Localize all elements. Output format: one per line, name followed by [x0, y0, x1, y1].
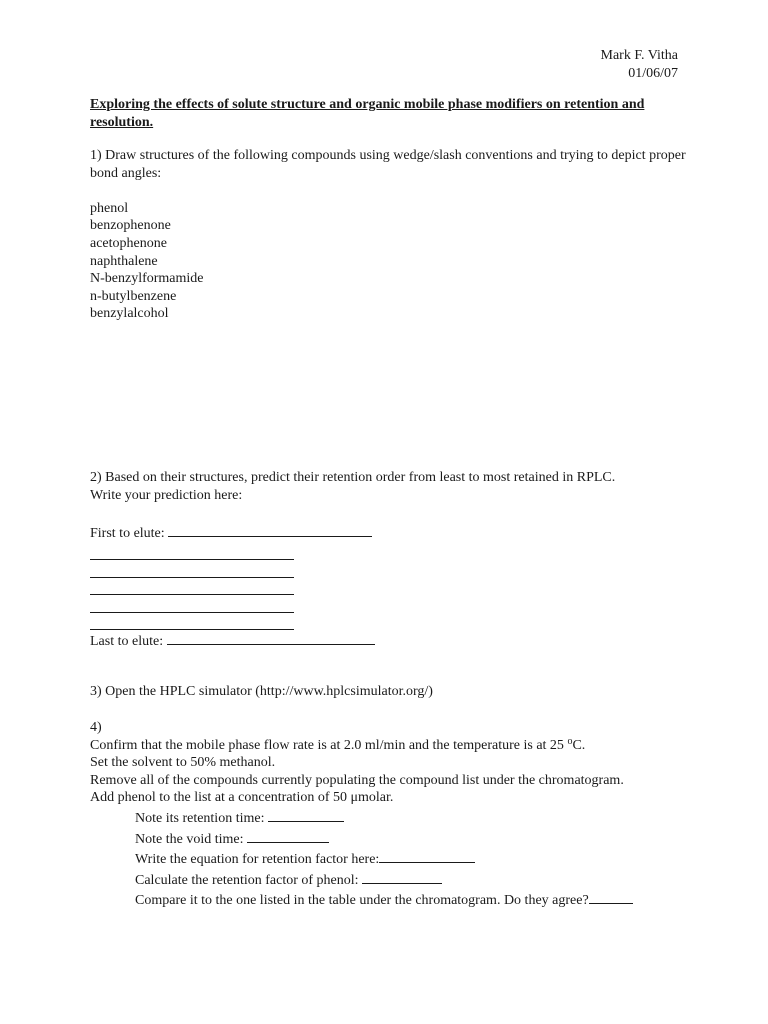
retention-time-row [135, 807, 690, 828]
question-4-subtasks [90, 807, 690, 910]
question-4-number: 4) [90, 720, 102, 735]
last-to-elute-blank[interactable] [167, 630, 375, 645]
question-2 [90, 469, 690, 651]
question-2-line-1: 2) Based on their structures, predict their retention order from least to most retained in RPLC. [90, 470, 616, 485]
calculate-blank[interactable] [362, 869, 442, 884]
answer-blank[interactable] [90, 578, 294, 596]
list-item: n-butylbenzene [90, 288, 177, 304]
flow-rate-text: Confirm that the mobile phase flow rate is at 2.0 ml/min and the temperature is at 25 [90, 737, 568, 753]
document-date: 01/06/07 [628, 65, 678, 81]
compound-list [90, 200, 690, 323]
retention-time-label: Note its retention time: [135, 810, 268, 826]
list-item: phenol [90, 200, 129, 216]
first-to-elute-row [90, 522, 690, 543]
question-1-text: 1) Draw structures of the following compounds using wedge/slash conventions and trying to depict proper bond angles: [90, 148, 686, 181]
list-item: benzophenone [90, 218, 171, 234]
equation-label: Write the equation for retention factor here: [135, 852, 380, 868]
question-1 [90, 147, 690, 323]
question-4-line-3: Remove all of the compounds currently populating the compound list under the chromatogram. [90, 772, 624, 788]
first-to-elute-label: First to elute: [90, 525, 169, 541]
last-to-elute-row [90, 630, 690, 651]
answer-blank[interactable] [90, 542, 294, 560]
header-block [601, 47, 679, 82]
calculate-label: Calculate the retention factor of phenol: [135, 872, 363, 888]
list-item: N-benzylformamide [90, 271, 204, 287]
list-item: naphthalene [90, 253, 158, 269]
compare-row [135, 889, 690, 910]
void-time-label: Note the void time: [135, 831, 247, 847]
last-to-elute-label: Last to elute: [90, 634, 167, 650]
void-time-blank[interactable] [247, 828, 329, 843]
author-name: Mark F. Vitha [600, 48, 678, 63]
compare-blank[interactable] [589, 889, 633, 904]
question-3 [90, 683, 690, 701]
question-2-line-2: Write your prediction here: [90, 487, 243, 503]
equation-blank[interactable] [379, 848, 475, 863]
calculate-row [135, 869, 690, 890]
answer-blank[interactable] [90, 560, 294, 578]
degree-symbol: o [567, 735, 573, 747]
question-3-text: 3) Open the HPLC simulator (http://www.hplcsimulator.org/) [90, 684, 433, 699]
celsius-text: C. [572, 737, 586, 753]
question-4-line-2: Set the solvent to 50% methanol. [90, 755, 276, 771]
list-item: acetophenone [90, 235, 167, 251]
page-title: Exploring the effects of solute structure and organic mobile phase modifiers on retention and resolution. [90, 97, 645, 130]
list-item: benzylalcohol [90, 306, 169, 322]
void-time-row [135, 828, 690, 849]
compare-label: Compare it to the one listed in the table under the chromatogram. Do they agree? [135, 893, 589, 909]
first-to-elute-blank[interactable] [168, 522, 372, 537]
retention-time-blank[interactable] [268, 807, 344, 822]
question-4-line-4: Add phenol to the list at a concentration of 50 μmolar. [90, 790, 394, 806]
question-4-line-1 [90, 737, 690, 755]
answer-blank[interactable] [90, 613, 294, 631]
equation-row [135, 848, 690, 869]
answer-blank[interactable] [90, 595, 294, 613]
question-4 [90, 719, 690, 910]
